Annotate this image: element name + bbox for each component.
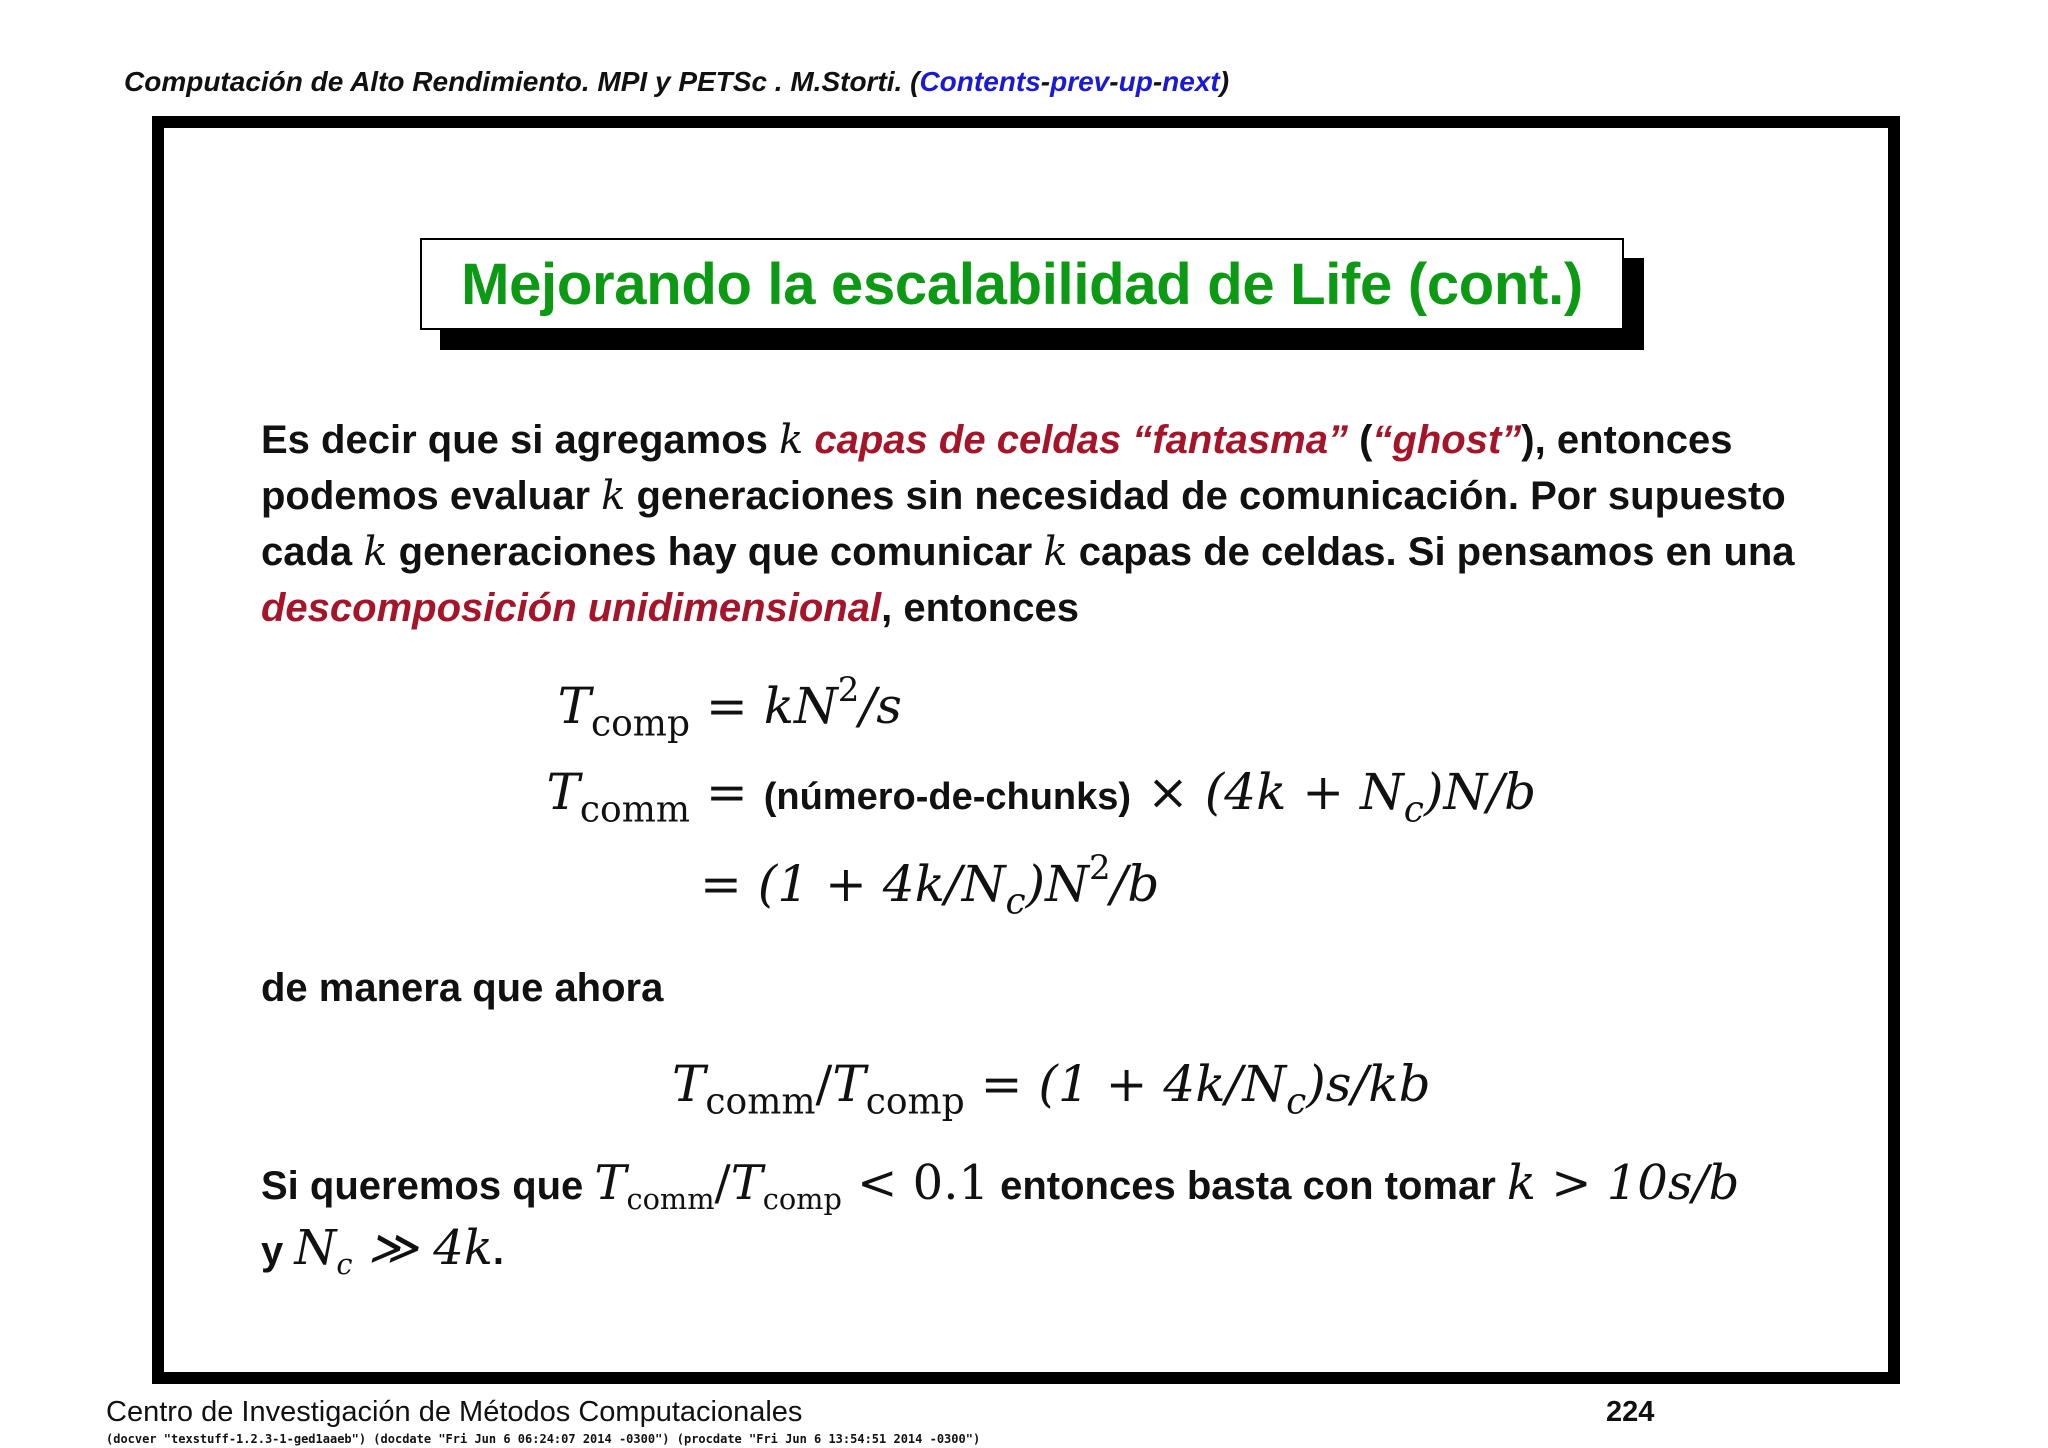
equation-tcomm-simplified [700,847,1160,923]
math-sub-comm: comm [626,1182,715,1217]
math-slash: / [815,1055,833,1113]
math-k: k [363,529,388,575]
equation-ratio [672,1054,1431,1123]
math-rhs: = (1 + 4k/N [964,1055,1287,1113]
text: . [492,1229,505,1273]
math-rhs-mid: )N [1025,855,1089,913]
math-sub-comp: comp [865,1081,965,1123]
math-rhs: = (1 + 4k/N [700,855,1006,913]
math-text-chunks: (número-de-chunks) [763,776,1132,818]
footer-institution: Centro de Investigación de Métodos Computacionales [106,1396,803,1428]
math-T: T [557,677,591,735]
math-slash: / [714,1155,731,1211]
highlight-ghost: “ghost” [1372,418,1522,462]
nav-contents-link[interactable]: Contents [919,66,1041,97]
intro-paragraph [261,412,1821,636]
text: generaciones hay que comunicar [387,530,1044,574]
math-sup: 2 [1088,847,1111,888]
math-rhs-tail: )N/b [1423,763,1537,821]
conclusion-paragraph [261,1152,1821,1282]
text: Si queremos que [261,1164,595,1208]
math-T: T [546,763,580,821]
math-T: T [594,1155,627,1211]
math-sub-c: c [1005,881,1026,923]
math-N: N [294,1220,337,1276]
math-rhs: × (4k + N [1131,763,1404,821]
text: , entonces [881,586,1079,630]
text: y [261,1229,295,1273]
running-header [124,66,1229,98]
math-k: k [1043,529,1068,575]
math-sub-c: c [1286,1081,1307,1123]
math-sub-comp: comp [762,1182,842,1217]
math-sub-c: c [1403,789,1424,831]
math-rhs-tail: )s/kb [1306,1055,1431,1113]
equation-tcomp [556,669,902,745]
nav-next-link[interactable]: next [1162,66,1220,97]
nav-separator: - [1109,66,1119,97]
page-number: 224 [1606,1396,1655,1428]
equation-tcomm [546,762,1537,831]
highlight-1d-decomposition: descomposición unidimensional [261,586,882,630]
math-sub-comp: comp [590,703,690,745]
math-T: T [672,1055,706,1113]
header-close-paren: ) [1219,66,1230,97]
math-sup: 2 [837,669,860,710]
math-sub-comm: comm [705,1081,816,1123]
transition-text: de manera que ahora [261,966,664,1010]
math-rhs: = kN [705,677,838,735]
math-sub-comm: comm [579,789,690,831]
nav-separator: - [1152,66,1163,97]
highlight-ghost-layers: capas de celdas “fantasma” [814,418,1348,462]
text: generaciones sin necesidad de comunicación. Por supuesto cada [261,474,1786,574]
text: ), entonces podemos evaluar [261,418,1733,518]
math-less-than: < 0.1 [841,1155,989,1211]
nav-separator: - [1040,66,1051,97]
text: ( [1347,418,1373,462]
header-title: Computación de Alto Rendimiento. MPI y PETSc . M.Storti. ( [124,66,920,97]
math-rhs-tail: /b [1110,855,1160,913]
math-T: T [730,1155,763,1211]
math-sub-c: c [336,1247,353,1282]
slide-title-box [420,238,1624,330]
math-rhs-tail: /s [859,677,902,735]
text: entonces basta con tomar [989,1164,1507,1208]
footer-version-info: (docver "texstuff-1.2.3-1-ged1aaeb") (docdate "Fri Jun 6 06:24:07 2014 -0300") (procdate "Fri Jun 6 13:54:51 2014 -0300") [106,1432,981,1446]
nav-up-link[interactable]: up [1118,66,1153,97]
math-equals: = [705,763,764,821]
slide-title: Mejorando la escalabilidad de Life (cont.) [461,251,1583,317]
math-k: k [601,473,626,519]
math-k: k [779,417,804,463]
nav-prev-link[interactable]: prev [1050,66,1110,97]
text: capas de celdas. Si pensamos en una [1067,530,1795,574]
math-condition-k: k > 10s/b [1506,1155,1740,1211]
text: Es decir que si agregamos [261,418,779,462]
math-condition-nc: ≫ 4k [352,1220,493,1276]
math-T: T [832,1055,866,1113]
